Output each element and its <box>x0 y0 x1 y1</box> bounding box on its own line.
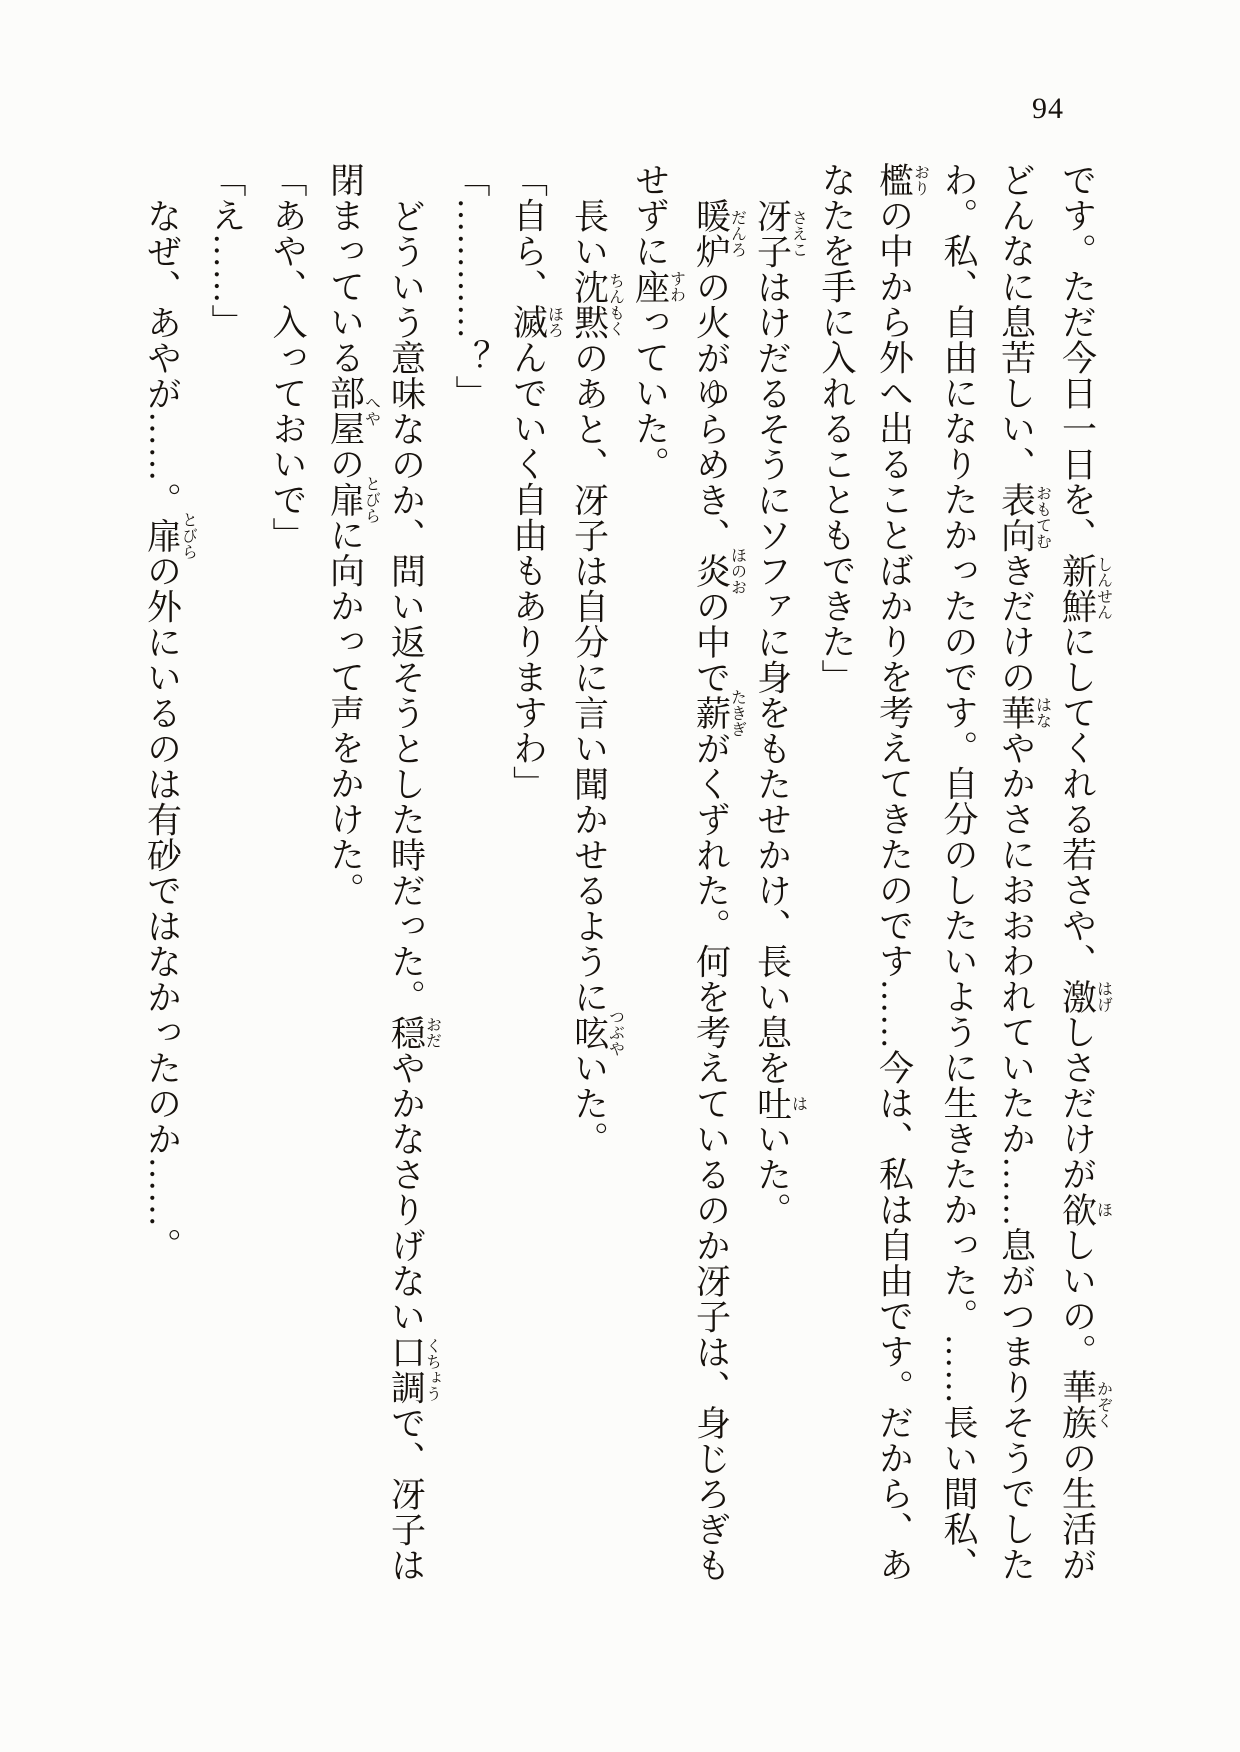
furigana: へや <box>362 375 380 446</box>
ruby-annotated-word: 暖炉だんろ <box>691 198 746 269</box>
furigana: は <box>789 1085 807 1121</box>
text-column-1: です。ただ今日一日を、新鮮しんせんにしてくれる若さや、激はげしさだけが欲ほしいの。華族かぞくの生活が <box>1057 162 1112 1582</box>
text-column-12: どういう意味なのか、問い返そうとした時だった。穏おだやかなさりげない口調くちょうで、冴子は <box>386 198 441 1583</box>
text-column-3: わ。私、自由になりたかったのです。自分のしたいように生きたかった。……長い間私、 <box>939 162 978 1582</box>
vertical-text-block <box>134 162 1111 1602</box>
furigana: つぶや <box>606 1008 624 1057</box>
text-column-5: なたを手に入れることもできた」 <box>817 162 856 695</box>
text-column-10: 「自ら、滅ほろんでいく自由もありますわ」 <box>508 162 563 801</box>
ruby-annotated-word: 口調くちょう <box>386 1334 441 1405</box>
ruby-annotated-word: 華はな <box>996 694 1051 730</box>
text-column-9: 長い沈黙ちんもくのあと、冴子は自分に言い聞かせるように呟つぶやいた。 <box>569 198 624 1157</box>
text-column-2: どんなに息苦しい、表向おもてむきだけの華はなやかさにおおわれていたか……息がつまりそうでした <box>996 162 1051 1582</box>
furigana: はな <box>1033 694 1051 730</box>
text-column-14: 「あや、入っておいで」 <box>268 162 307 553</box>
furigana: すわ <box>667 268 685 304</box>
ruby-annotated-word: 座すわ <box>630 268 685 304</box>
ruby-annotated-word: 沈黙ちんもく <box>569 269 624 340</box>
furigana: ちんもく <box>606 269 624 340</box>
ruby-annotated-word: 新鮮しんせん <box>1057 552 1112 624</box>
text-column-11: 「…………？」 <box>451 162 490 411</box>
furigana: だんろ <box>728 198 746 269</box>
furigana: とびら <box>362 475 380 524</box>
furigana: ほのお <box>728 546 746 595</box>
furigana: おもてむ <box>1033 481 1051 553</box>
ruby-annotated-word: 部屋へや <box>325 375 380 446</box>
ruby-annotated-word: 扉とびら <box>325 475 380 524</box>
ruby-annotated-word: 炎ほのお <box>691 546 746 595</box>
text-column-6: 冴子さえこはけだるそうにソファに身をもたせかけ、長い息を吐はいた。 <box>752 198 807 1228</box>
furigana: くちょう <box>423 1334 441 1405</box>
ruby-annotated-word: 表向おもてむ <box>996 481 1051 553</box>
furigana: さえこ <box>789 198 807 269</box>
ruby-annotated-word: 冴子さえこ <box>752 198 807 269</box>
ruby-annotated-word: 滅ほろ <box>508 304 563 340</box>
text-column-15: 「え……」 <box>207 162 246 340</box>
furigana: かぞく <box>1094 1369 1112 1440</box>
ruby-annotated-word: 檻おり <box>874 162 929 198</box>
page-number: 94 <box>1032 92 1064 125</box>
furigana: おり <box>911 162 929 198</box>
furigana: はげ <box>1094 978 1112 1014</box>
ruby-annotated-word: 薪たきぎ <box>691 688 746 737</box>
ruby-annotated-word: 呟つぶや <box>569 1008 624 1057</box>
text-column-8: せずに座すわっていた。 <box>630 162 685 482</box>
ruby-annotated-word: 吐は <box>752 1085 807 1121</box>
ruby-annotated-word: 穏おだ <box>386 1014 441 1050</box>
text-column-13: 閉まっている部屋へやの扉とびらに向かって声をかけた。 <box>325 162 380 908</box>
ruby-annotated-word: 華族かぞく <box>1057 1369 1112 1440</box>
furigana: とびら <box>179 511 197 560</box>
text-column-7: 暖炉だんろの火がゆらめき、炎ほのおの中で薪たきぎがくずれた。何を考えているのか冴子は、身じろぎも <box>691 198 746 1583</box>
ruby-annotated-word: 激はげ <box>1057 978 1112 1014</box>
furigana: しんせん <box>1094 552 1112 624</box>
furigana: ほろ <box>545 304 563 340</box>
furigana: ほ <box>1094 1191 1112 1227</box>
ruby-annotated-word: 欲ほ <box>1057 1191 1112 1227</box>
text-column-4: 檻おりの中から外へ出ることばかりを考えてきたのです……今は、私は自由です。だから、あ <box>874 162 929 1582</box>
furigana: たきぎ <box>728 688 746 737</box>
ruby-annotated-word: 扉とびら <box>142 511 197 560</box>
furigana: おだ <box>423 1014 441 1050</box>
text-column-16: なぜ、あやが……。扉とびらの外にいるのは有砂ではなかったのか……。 <box>142 198 197 1263</box>
